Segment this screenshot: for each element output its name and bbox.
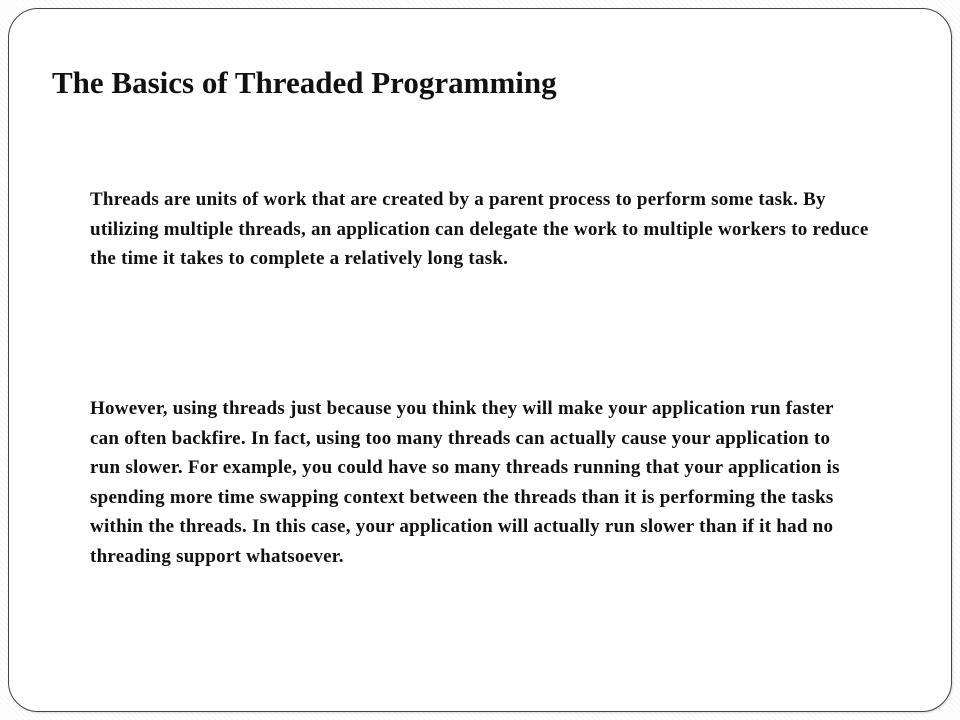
paragraph-threads-caution: However, using threads just because you think they will make your application run faster can often backfire. In fact, using too many threads can actually cause your application to run slower. For example, you could have so many threads running that your application is spending more time swapping context between the threads than it is performing the tasks within the threads. In this case, your application will actually run slower than if it had no threading support whatsoever.: [90, 398, 840, 567]
slide-frame: [8, 8, 952, 712]
paragraph-threads-definition: Threads are units of work that are created by a parent process to perform some task. By utilizing multiple threads, an application can delegate the work to multiple workers to reduce the time it takes to complete a relatively long task.: [90, 189, 869, 269]
slide-title: The Basics of Threaded Programming: [52, 65, 557, 100]
